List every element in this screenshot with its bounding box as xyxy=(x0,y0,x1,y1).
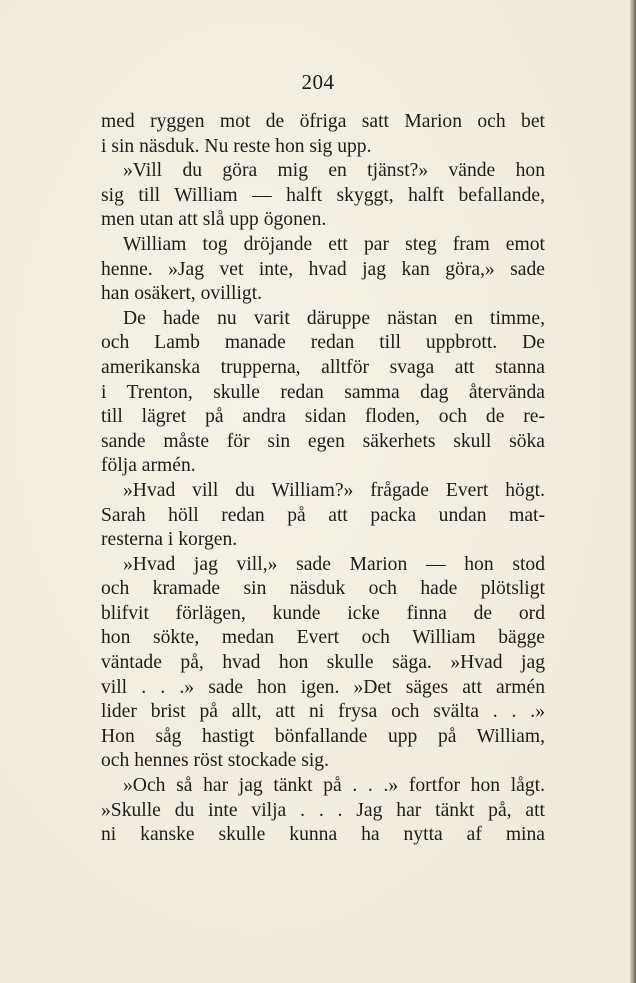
page-edge-shadow xyxy=(630,0,636,983)
text-line: i sin näsduk. Nu reste hon sig upp. xyxy=(101,135,372,157)
text-line: »Vill du göra mig en tjänst?» vände hon xyxy=(123,160,545,182)
text-line: till lägret på andra sidan floden, och de re- xyxy=(101,406,545,428)
text-line: henne. »Jag vet inte, hvad jag kan göra,» sade xyxy=(101,258,545,280)
text-line: sande måste för sin egen säkerhets skull söka xyxy=(101,430,545,452)
text-line: vill . . .» sade hon igen. »Det säges att armén xyxy=(101,676,545,698)
text-line: »Hvad jag vill,» sade Marion — hon stod xyxy=(123,553,545,575)
text-line: i Trenton, skulle redan samma dag återvända xyxy=(101,381,545,403)
text-line: »Hvad vill du William?» frågade Evert högt. xyxy=(123,479,545,501)
text-line: resterna i korgen. xyxy=(101,529,238,551)
text-line: »Skulle du inte vilja . . . Jag har tänkt på, att xyxy=(101,799,545,821)
text-line: och hennes röst stockade sig. xyxy=(101,750,329,772)
text-line: väntade på, hvad hon skulle säga. »Hvad jag xyxy=(101,652,545,674)
text-line: »Och så har jag tänkt på . . .» fortfor hon lågt. xyxy=(123,775,545,797)
text-line: med ryggen mot de öfriga satt Marion och bet xyxy=(101,111,545,132)
text-line: ni kanske skulle kunna ha nytta af mina xyxy=(101,824,545,846)
text-line: och kramade sin näsduk och hade plötsligt xyxy=(101,578,545,600)
text-line: Hon såg hastigt bönfallande upp på William, xyxy=(101,725,545,747)
text-line: men utan att slå upp ögonen. xyxy=(101,209,327,231)
text-line: amerikanska trupperna, alltför svaga att stanna xyxy=(101,356,545,378)
text-line: och Lamb manade redan till uppbrott. De xyxy=(101,332,545,354)
text-line: han osäkert, ovilligt. xyxy=(101,283,263,305)
text-line: William tog dröjande ett par steg fram emot xyxy=(123,233,545,255)
body-text xyxy=(101,110,545,848)
text-line: De hade nu varit däruppe nästan en timme, xyxy=(123,307,545,329)
text-line: hon sökte, medan Evert och William bägge xyxy=(101,627,545,649)
text-line: lider brist på allt, att ni frysa och svälta . . .» xyxy=(101,701,545,723)
text-line: följa armén. xyxy=(101,455,196,477)
text-line: blifvit förlägen, kunde icke finna de ord xyxy=(101,602,545,624)
text-line: Sarah höll redan på att packa undan mat- xyxy=(101,504,545,526)
text-line: sig till William — halft skyggt, halft befallande, xyxy=(101,184,545,206)
page-number: 204 xyxy=(301,70,335,94)
